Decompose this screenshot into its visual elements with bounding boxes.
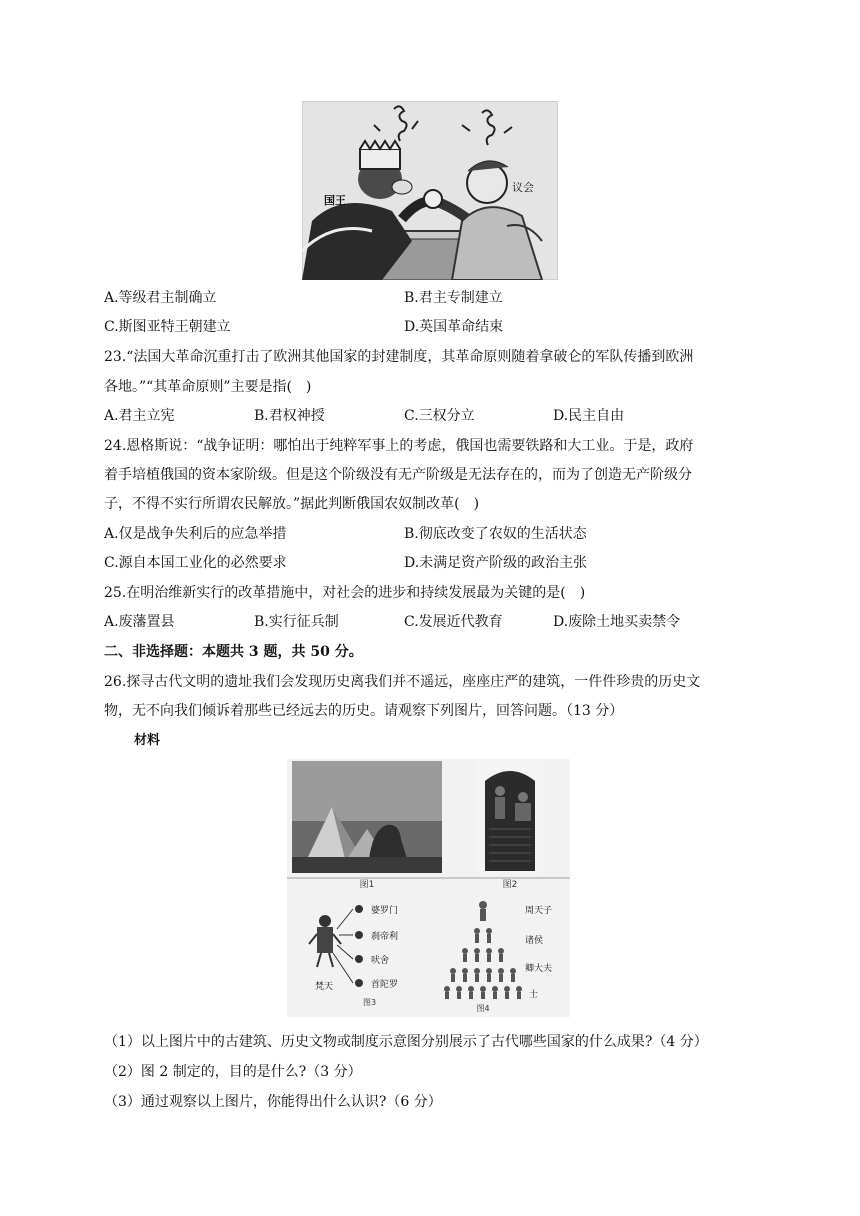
q24-option-c: C.源自本国工业化的必然要求 xyxy=(104,555,287,571)
q25-option-c: C.发展近代教育 xyxy=(404,614,503,630)
zhou-shi: 士 xyxy=(529,990,539,1000)
q22-option-a: A.等级君主制确立 xyxy=(104,290,217,306)
q24-stem-line-3: 子，不得不实行所谓农民解放。”据此判断俄国农奴制改革( ) xyxy=(104,496,480,512)
q23-option-c: C.三权分立 xyxy=(404,408,475,424)
caste-shudra: 首陀罗 xyxy=(371,980,399,990)
q24-option-d: D.未满足资产阶级的政治主张 xyxy=(404,555,588,571)
q26-stem-line-2: 物，无不向我们倾诉着那些已经远去的历史。请观察下列图片，回答问题。（13 分） xyxy=(104,703,624,719)
caste-brahmin: 婆罗门 xyxy=(371,906,399,916)
zhou-ministers: 卿大夫 xyxy=(525,964,553,974)
fig1-caption: 图1 xyxy=(359,880,375,890)
cartoon-king-parliament xyxy=(302,101,558,280)
q25-option-b: B.实行征兵制 xyxy=(254,614,339,630)
section-2-title: 二、非选择题：本题共 3 题，共 50 分。 xyxy=(104,644,363,660)
fig2-caption: 图2 xyxy=(502,880,518,890)
q23-stem-line-1: 23.“法国大革命沉重打击了欧洲其他国家的封建制度，其革命原则随着拿破仑的军队传播到欧洲 xyxy=(104,349,694,365)
q22-option-d: D.英国革命结束 xyxy=(404,319,504,335)
q22-option-b: B.君主专制建立 xyxy=(404,290,503,306)
cartoon-label-parliament: 议会 xyxy=(512,181,534,194)
q23-option-a: A.君主立宪 xyxy=(104,408,175,424)
q24-stem-line-1: 24.恩格斯说：“战争证明：哪怕出于纯粹军事上的考虑，俄国也需要铁路和大工业。于是，政府 xyxy=(104,438,694,454)
material-label: 材料 xyxy=(134,733,161,748)
q25-option-a: A.废藩置县 xyxy=(104,614,175,630)
q23-option-b: B.君权神授 xyxy=(254,408,325,424)
fig1-pyramids-photo xyxy=(292,761,442,873)
q25-option-d: D.废除土地买卖禁令 xyxy=(553,614,681,630)
fig4-caption: 图4 xyxy=(476,1004,490,1013)
q26-subquestion-1: （1）以上图片中的古建筑、历史文物或制度示意图分别展示了古代哪些国家的什么成果?（4 分） xyxy=(104,1034,708,1050)
caste-god-label: 梵天 xyxy=(315,982,334,992)
caste-vaishya: 吠舍 xyxy=(371,956,390,966)
caste-kshatriya: 刹帝利 xyxy=(371,932,399,942)
fig2-stele-photo xyxy=(477,761,543,873)
cartoon-label-king: 国王 xyxy=(324,194,346,207)
fig3-caption: 图3 xyxy=(363,998,377,1007)
q24-option-b: B.彻底改变了农奴的生活状态 xyxy=(404,526,587,542)
zhou-king: 周天子 xyxy=(525,906,553,916)
q23-stem-line-2: 各地。”“其革命原则”主要是指( ) xyxy=(104,379,312,395)
zhou-lords: 诸侯 xyxy=(525,936,544,946)
q26-stem-line-1: 26.探寻古代文明的遗址我们会发现历史离我们并不遥远，座座庄严的建筑，一件件珍贵的历史文 xyxy=(104,674,701,690)
q24-option-a: A.仅是战争失利后的应急举措 xyxy=(104,526,287,542)
q22-option-c: C.斯图亚特王朝建立 xyxy=(104,319,231,335)
q25-stem-line-1: 25.在明治维新实行的改革措施中，对社会的进步和持续发展最为关键的是( ) xyxy=(104,585,586,601)
q26-subquestion-3: （3）通过观察以上图片，你能得出什么认识?（6 分） xyxy=(104,1094,442,1110)
q24-stem-line-2: 着手培植俄国的资本家阶级。但是这个阶级没有无产阶级是无法存在的，而为了创造无产阶级分 xyxy=(104,467,692,483)
q26-subquestion-2: （2）图 2 制定的，目的是什么?（3 分） xyxy=(104,1064,362,1080)
q23-option-d: D.民主自由 xyxy=(553,408,625,424)
material-figures xyxy=(287,759,570,1017)
